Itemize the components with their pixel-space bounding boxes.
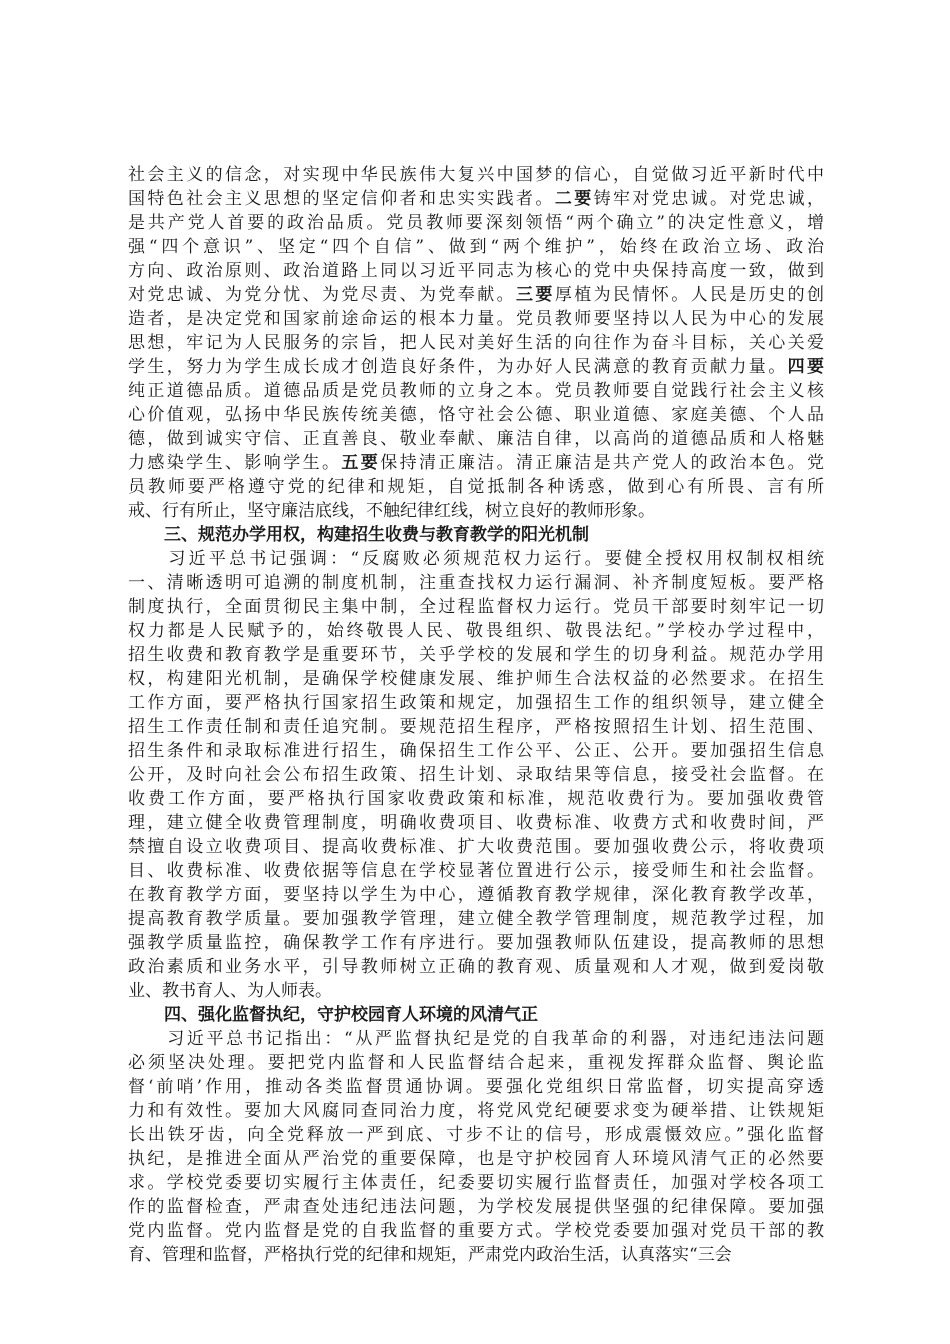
text-line: 力和有效性。要加大风腐同查同治力度，将党风党纪硬要求变为硬举措、让铁规矩: [128, 1101, 824, 1121]
document-page: [128, 163, 824, 1267]
text-line: 制度执行，全面贯彻民主集中制，全过程监督权力运行。党员干部要时刻牢记一切: [128, 597, 824, 617]
text-line: 造者，是决定党和国家前途命运的根本力量。党员教师要坚持以人民为中心的发展: [128, 309, 824, 329]
text-line: 权，构建阳光机制，是确保学校健康发展、维护师生合法权益的必然要求。在招生: [128, 669, 824, 689]
text-line: 政治素质和业务水平，引导教师树立正确的教育观、质量观和人才观，做到爱岗敬: [128, 957, 824, 977]
text-line: 对党忠诚、为党分忧、为党尽责、为党奉献。三要厚植为民情怀。人民是历史的创: [128, 285, 825, 305]
text-line: 必须坚决处理。要把党内监督和人民监督结合起来，重视发挥群众监督、舆论监: [128, 1053, 824, 1073]
text-line: 学生，努力为学生成长成才创造良好条件，为办好人民满意的教育贡献力量。四要: [128, 357, 825, 377]
bold-keyword: 五要: [341, 453, 381, 473]
section-heading: 三、规范办学用权，构建招生收费与教育教学的阳光机制: [164, 525, 589, 545]
text-line: 德，做到诚实守信、正直善良、敬业奉献、廉洁自律，以高尚的道德品质和人格魅: [128, 429, 824, 449]
text-line: 目、收费标准、收费依据等信息在学校显著位置进行公示，接受师生和社会监督。: [128, 861, 824, 881]
text-line: 求。学校党委要切实履行主体责任，纪委要切实履行监督责任，加强对学校各项工: [128, 1173, 824, 1193]
text-line: 公开，及时向社会公布招生政策、招生计划、录取结果等信息，接受社会监督。在: [128, 765, 824, 785]
text-line: 习近平总书记指出：“从严监督执纪是党的自我革命的利器，对违纪违法问题: [128, 1029, 824, 1049]
text-line: 强教学质量监控，确保教学工作有序进行。要加强教师队伍建设，提高教师的思想: [128, 933, 824, 953]
text-line: 强“四个意识”、坚定“四个自信”、做到“两个维护”，始终在政治立场、政治: [128, 237, 824, 257]
paragraph: [128, 547, 824, 1003]
text-line: 心价值观，弘扬中华民族传统美德，恪守社会公德、职业道德、家庭美德、个人品: [128, 405, 824, 425]
bold-keyword: 四要: [787, 357, 825, 377]
text-line: 督‘前哨’作用，推动各类监督贯通协调。要强化党组织日常监督，切实提高穿透: [128, 1077, 824, 1097]
text-line: 权力都是人民赋予的，始终敬畏人民、敬畏组织、敬畏法纪。”学校办学过程中，: [128, 621, 824, 641]
text-line: 社会主义的信念，对实现中华民族伟大复兴中国梦的信心，自觉做习近平新时代中: [128, 165, 824, 185]
text-line: 一、清晰透明可追溯的制度机制，注重查找权力运行漏洞、补齐制度短板。要严格: [128, 573, 824, 593]
text-line: 方向、政治原则、政治道路上同以习近平同志为核心的党中央保持高度一致，做到: [128, 261, 824, 281]
bold-keyword: 三要: [516, 285, 555, 305]
text-line: 是共产党人首要的政治品质。党员教师要深刻领悟“两个确立”的决定性意义，增: [128, 213, 824, 233]
text-line: 工作方面，要严格执行国家招生政策和规定，加强招生工作的组织领导，建立健全: [128, 693, 824, 713]
text-line: 执纪，是推进全面从严治党的重要保障，也是守护校园育人环境风清气正的必然要: [128, 1149, 824, 1169]
text-line: 长出铁牙齿，向全党释放一严到底、寸步不让的信号，形成震慑效应。”强化监督: [128, 1125, 824, 1145]
text-line: 纯正道德品质。道德品质是党员教师的立身之本。党员教师要自觉践行社会主义核: [128, 381, 824, 401]
text-line: 育、管理和监督，严格执行党的纪律和规矩，严肃党内政治生活，认真落实“三会: [128, 1245, 732, 1265]
text-line: 提高教育教学质量。要加强教学管理，建立健全教学管理制度，规范教学过程，加: [128, 909, 824, 929]
bold-keyword: 二要: [554, 189, 594, 209]
text-line: 在教育教学方面，要坚持以学生为中心，遵循教育教学规律，深化教育教学改革，: [128, 885, 824, 905]
text-line: 作的监督检查，严肃查处违纪违法问题，为学校发展提供坚强的纪律保障。要加强: [128, 1197, 824, 1217]
paragraph: [128, 1027, 824, 1267]
text-line: 国特色社会主义思想的坚定信仰者和忠实实践者。二要铸牢对党忠诚。对党忠诚，: [128, 189, 825, 209]
text-line: 戒、行有所止，坚守廉洁底线，不触纪律红线，树立良好的教师形象。: [128, 501, 655, 521]
text-line: 招生条件和录取标准进行招生，确保招生工作公平、公正、公开。要加强招生信息: [128, 741, 824, 761]
paragraph: [128, 163, 824, 523]
text-line: 习近平总书记强调：“反腐败必须规范权力运行。要健全授权用权制权相统: [128, 549, 824, 569]
text-line: 招生工作责任制和责任追究制。要规范招生程序，严格按照招生计划、招生范围、: [128, 717, 824, 737]
text-line: 禁擅自设立收费项目、提高收费标准、扩大收费范围。要加强收费公示，将收费项: [128, 837, 824, 857]
text-line: 思想，牢记为人民服务的宗旨，把人民对美好生活的向往作为奋斗目标，关心关爱: [128, 333, 824, 353]
text-line: 招生收费和教育教学是重要环节，关乎学校的发展和学生的切身利益。规范办学用: [128, 645, 824, 665]
text-line: 理，建立健全收费管理制度，明确收费项目、收费标准、收费方式和收费时间，严: [128, 813, 824, 833]
text-line: 业、教书育人、为人师表。: [128, 981, 332, 1001]
text-line: 党内监督。党内监督是党的自我监督的重要方式。学校党委要加强对党员干部的教: [128, 1221, 824, 1241]
text-line: 收费工作方面，要严格执行国家收费政策和标准，规范收费行为。要加强收费管: [128, 789, 824, 809]
text-line: 力感染学生、影响学生。五要保持清正廉洁。清正廉洁是共产党人的政治本色。党: [128, 453, 825, 473]
section-heading: 四、强化监督执纪，守护校园育人环境的风清气正: [164, 1005, 538, 1025]
text-line: 员教师要严格遵守党的纪律和规矩，自觉抵制各种诱惑，做到心有所畏、言有所: [128, 477, 824, 497]
